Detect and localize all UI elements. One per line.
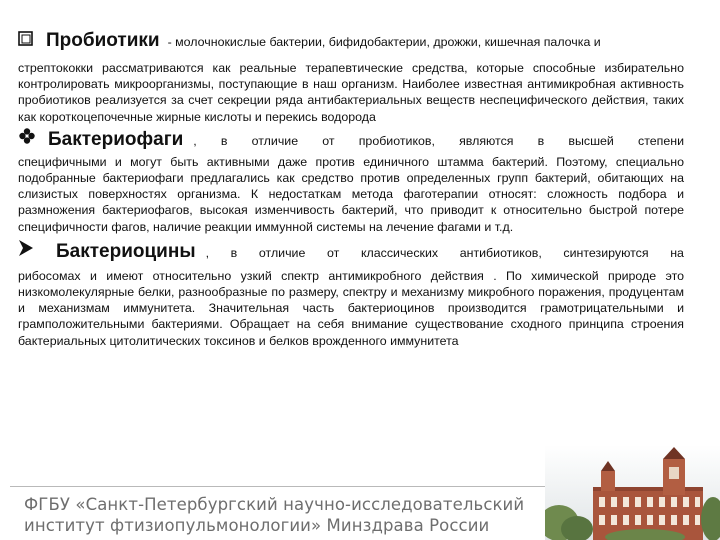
lead-word: являются	[459, 133, 514, 148]
lead-word: отличие	[258, 245, 306, 260]
institute-name-line-1: ФГБУ «Санкт-Петербургский научно-исследовательский	[24, 495, 525, 514]
section-lead-line	[18, 30, 684, 54]
slide-content	[18, 30, 684, 349]
lead-word: в	[220, 133, 228, 148]
section-lead-text: - молочнокислые бактерии, бифидобактерии, дрожжи, кишечная палочка и	[167, 35, 601, 49]
lead-word: в	[230, 245, 238, 260]
diamond-clover-bullet-icon	[18, 127, 40, 145]
section-heading: Бактериоцины	[56, 240, 196, 262]
section-body: рибосомах и имеют относительно узкий спектр антимикробного действия . По химической природе это низкомолекулярные белки, разнообразные по размеру, спектру и механизму микробного поражения, продуцентам и механизмам иммунитета. Значительная часть бактериоцинов производится грамотрицательными и грамположительными бактериями. Обращает на себя внимание существование сходного принципа строения бактериальных цитолитических токсинов и белков врожденного иммунитета	[18, 268, 684, 348]
section-lead-text	[206, 246, 684, 260]
lead-word: высшей	[568, 133, 614, 148]
section-lead-line	[18, 127, 684, 153]
lead-word: ,	[205, 245, 210, 260]
lead-word: антибиотиков,	[459, 245, 542, 260]
lead-word: отличие	[251, 133, 299, 148]
checkbox-bullet-icon	[18, 30, 40, 46]
section-body: стрептококки рассматриваются как реальные терапевтические средства, которые способные избирательно контролировать микроорганизмы, поступающие в наш организм. Наиболее известная антимикробная активность пробиотиков реализуется за счет секреции ряда антибактериальных веществ неспецифического действия, таких как короткоцепочечные жирные кислоты и перекись водорода	[18, 61, 684, 124]
institute-building-image	[545, 445, 720, 540]
lead-word: классических	[360, 245, 439, 260]
section-heading: Бактериофаги	[48, 128, 184, 150]
lead-word: степени	[638, 133, 684, 148]
section-lead-line	[18, 239, 684, 265]
lead-word: от	[327, 245, 340, 260]
lead-word: от	[322, 133, 335, 148]
section-probiotics	[18, 30, 684, 125]
institute-name	[24, 494, 524, 536]
lead-word: синтезируются	[563, 245, 649, 260]
lead-word: на	[670, 245, 684, 260]
lead-word: ,	[193, 133, 197, 148]
arrowhead-bullet-icon	[18, 239, 40, 257]
section-bacteriophages	[18, 127, 684, 235]
section-body: специфичными и могут быть активными даже против единичного штамма бактерий. Поэтому, специально подобранные бактериофаги предлагались как средство против определенных групп бактерий, обитающих на слизистых поверхностях организма. К недостаткам метода фаготерапии относят: сложность подбора и размножения бактериофагов, высокая изменчивость бактерий, что приводит к относительно быстрой потере специфичности фагов, наличие реакции иммунной системы на лечение фагами и т.д.	[18, 154, 684, 234]
lead-word: пробиотиков,	[358, 133, 435, 148]
institute-name-line-2: институт фтизиопульмонологии» Минздрава России	[24, 516, 490, 535]
section-heading: Пробиотики	[46, 30, 160, 51]
lead-word: в	[537, 133, 545, 148]
section-bacteriocins	[18, 239, 684, 349]
section-lead-text	[193, 134, 684, 148]
